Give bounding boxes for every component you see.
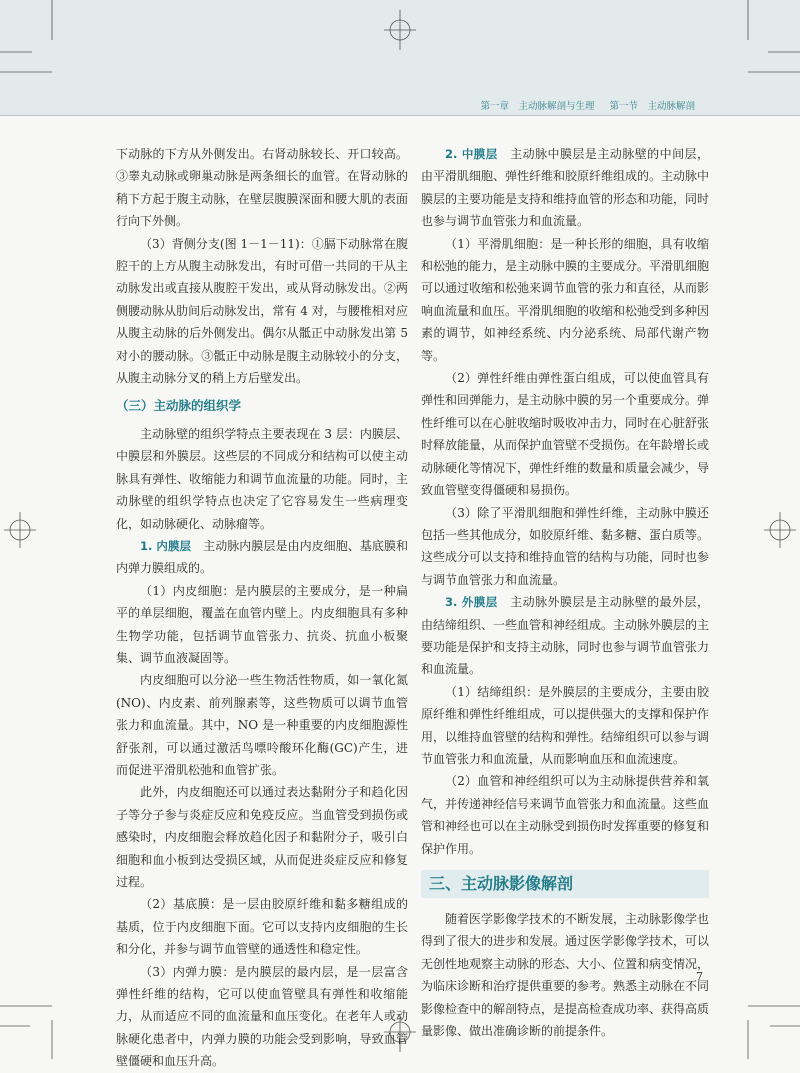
paragraph: 主动脉壁的组织学特点主要表现在 3 层：内膜层、中膜层和外膜层。这些层的不同成分和结构可以使主动脉具有弹性、收缩能力和调节血流量的功能。同时，主动脉壁的组织学特点也决定了它容易发生一些病理变化，如动脉硬化、动脉瘤等。: [116, 426, 408, 531]
item-lead: 3. 外膜层: [445, 595, 498, 610]
page-number: 7: [696, 970, 703, 983]
paragraph: [421, 591, 709, 681]
running-header: [480, 98, 695, 112]
registration-mark-right: [760, 500, 800, 560]
paragraph: （3）内弹力膜：是内膜层的最内层，是一层富含弹性纤维的结构，它可以使血管壁具有弹性和收缩能力，从而适应不同的血流量和血压变化。在老年人或动脉硬化患者中，内弹力膜的功能会受到影响，导致血管壁僵硬和血压升高。: [116, 964, 408, 1069]
paragraph: 随着医学影像学技术的不断发展，主动脉影像学也得到了很大的进步和发展。通过医学影像学技术，可以无创性地观察主动脉的形态、大小、位置和病变情况，为临床诊断和治疗提供重要的参考。熟悉主动脉在不同影像检查中的解剖特点，是提高检查成功率、获得高质量影像、做出准确诊断的前提条件。: [421, 912, 710, 1039]
section-heading: 三、主动脉影像解剖: [421, 870, 709, 898]
item-text: 主动脉外膜层是主动脉壁的最外层，由结缔组织、一些血管和神经组成。主动脉外膜层的主要功能是保护和支持主动脉，同时也参与调节血管张力和血流量。: [421, 595, 710, 677]
paragraph: （2）血管和神经组织可以为主动脉提供营养和氧气，并传递神经信号来调节血管张力和血流量。这些血管和神经也可以在主动脉受到损伤时发挥重要的修复和保护作用。: [421, 774, 710, 856]
paragraph: 此外，内皮细胞还可以通过表达黏附分子和趋化因子等分子参与炎症反应和免疫反应。当血管受到损伤或感染时，内皮细胞会释放趋化因子和黏附分子，吸引白细胞和血小板到达受损区域，从而促进炎症反应和修复过程。: [116, 785, 408, 889]
subsection-heading: （三）主动脉的组织学: [116, 398, 242, 414]
paragraph: 下动脉的下方从外侧发出。右肾动脉较长、开口较高。③睾丸动脉或卵巢动脉是两条细长的血管。在肾动脉的稍下方起于腹主动脉，在壁层腹膜深面和腰大肌的表面行向下外侧。: [116, 147, 408, 229]
paragraph: （3）背侧分支(图 1－1－11)：①膈下动脉常在腹腔干的上方从腹主动脉发出，有时可借一共同的干从主动脉发出或直接从腹腔干发出，或从肾动脉发出。②两侧腰动脉从肋间后动脉发出，常有 4 对，与腰椎相对应从腹主动脉的后外侧发出。偶尔从骶正中动脉发出第 5 对小的腰动脉。③骶正中动脉是腹主动脉较小的分支，从腹主动脉分叉的稍上方后壁发出。: [116, 236, 408, 386]
item-lead: 2. 中膜层: [445, 147, 498, 161]
item-text: 主动脉内膜层是由内皮细胞、基底膜和内弹力膜组成的。: [116, 538, 408, 576]
item-lead: 1. 内膜层: [140, 538, 192, 553]
section-title: 第一节 主动脉解剖: [609, 101, 695, 112]
chapter-title: 第一章 主动脉解剖与生理: [480, 101, 595, 112]
paragraph: （1）结缔组织：是外膜层的主要成分，主要由胶原纤维和弹性纤维组成，可以提供强大的支撑和保护作用，以维持血管壁的结构和弹性。结缔组织可以参与调节血管张力和血流量，从而影响血压和血流速度。: [421, 684, 710, 766]
item-text: 主动脉中膜层是主动脉壁的中间层，由平滑肌细胞、弹性纤维和胶原纤维组成的。主动脉中膜层的主要功能是支持和维持血管的形态和功能，同时也参与调节血管张力和血流量。: [421, 147, 710, 229]
paragraph: （2）弹性纤维由弹性蛋白组成，可以使血管具有弹性和回弹能力，是主动脉中膜的另一个重要成分。弹性纤维可以在心脏收缩时吸收冲击力，同时在心脏舒张时释放能量，从而保护血管壁不受损伤。在年龄增长或动脉硬化等情况下，弹性纤维的数量和质量会减少，导致血管壁变得僵硬和易损伤。: [421, 371, 710, 498]
left-column: [116, 143, 408, 1073]
paragraph: （2）基底膜：是一层由胶原纤维和黏多糖组成的基质，位于内皮细胞下面。它可以支持内皮细胞的生长和分化，并参与调节血管壁的通透性和稳定性。: [116, 897, 408, 957]
paragraph: 内皮细胞可以分泌一些生物活性物质，如一氧化氮(NO)、内皮素、前列腺素等，这些物质可以调节血管张力和血流量。其中，NO 是一种重要的内皮细胞源性舒张剂，可以通过激活鸟嘌呤酸环化酶(GC)产生，进而促进平滑肌松弛和血管扩张。: [116, 673, 408, 777]
paragraph: [116, 535, 408, 580]
paragraph: （3）除了平滑肌细胞和弹性纤维，主动脉中膜还包括一些其他成分，如胶原纤维、黏多糖、蛋白质等。这些成分可以支持和维持血管的结构与功能，同时也参与调节血管张力和血流量。: [421, 505, 710, 587]
paragraph: （1）内皮细胞：是内膜层的主要成分，是一种扁平的单层细胞，覆盖在血管内壁上。内皮细胞具有多种生物学功能，包括调节血管张力、抗炎、抗血小板聚集、调节血液凝固等。: [116, 583, 408, 665]
right-column: [421, 143, 709, 1042]
paragraph: （1）平滑肌细胞：是一种长形的细胞，具有收缩和松弛的能力，是主动脉中膜的主要成分。平滑肌细胞可以通过收缩和松弛来调节血管的张力和直径，从而影响血流量和血压。平滑肌细胞的收缩和松弛受到多种因素的调节，如神经系统、内分泌系统、局部代谢产物等。: [421, 236, 710, 363]
paragraph: [421, 143, 709, 233]
registration-mark-left: [0, 500, 40, 560]
